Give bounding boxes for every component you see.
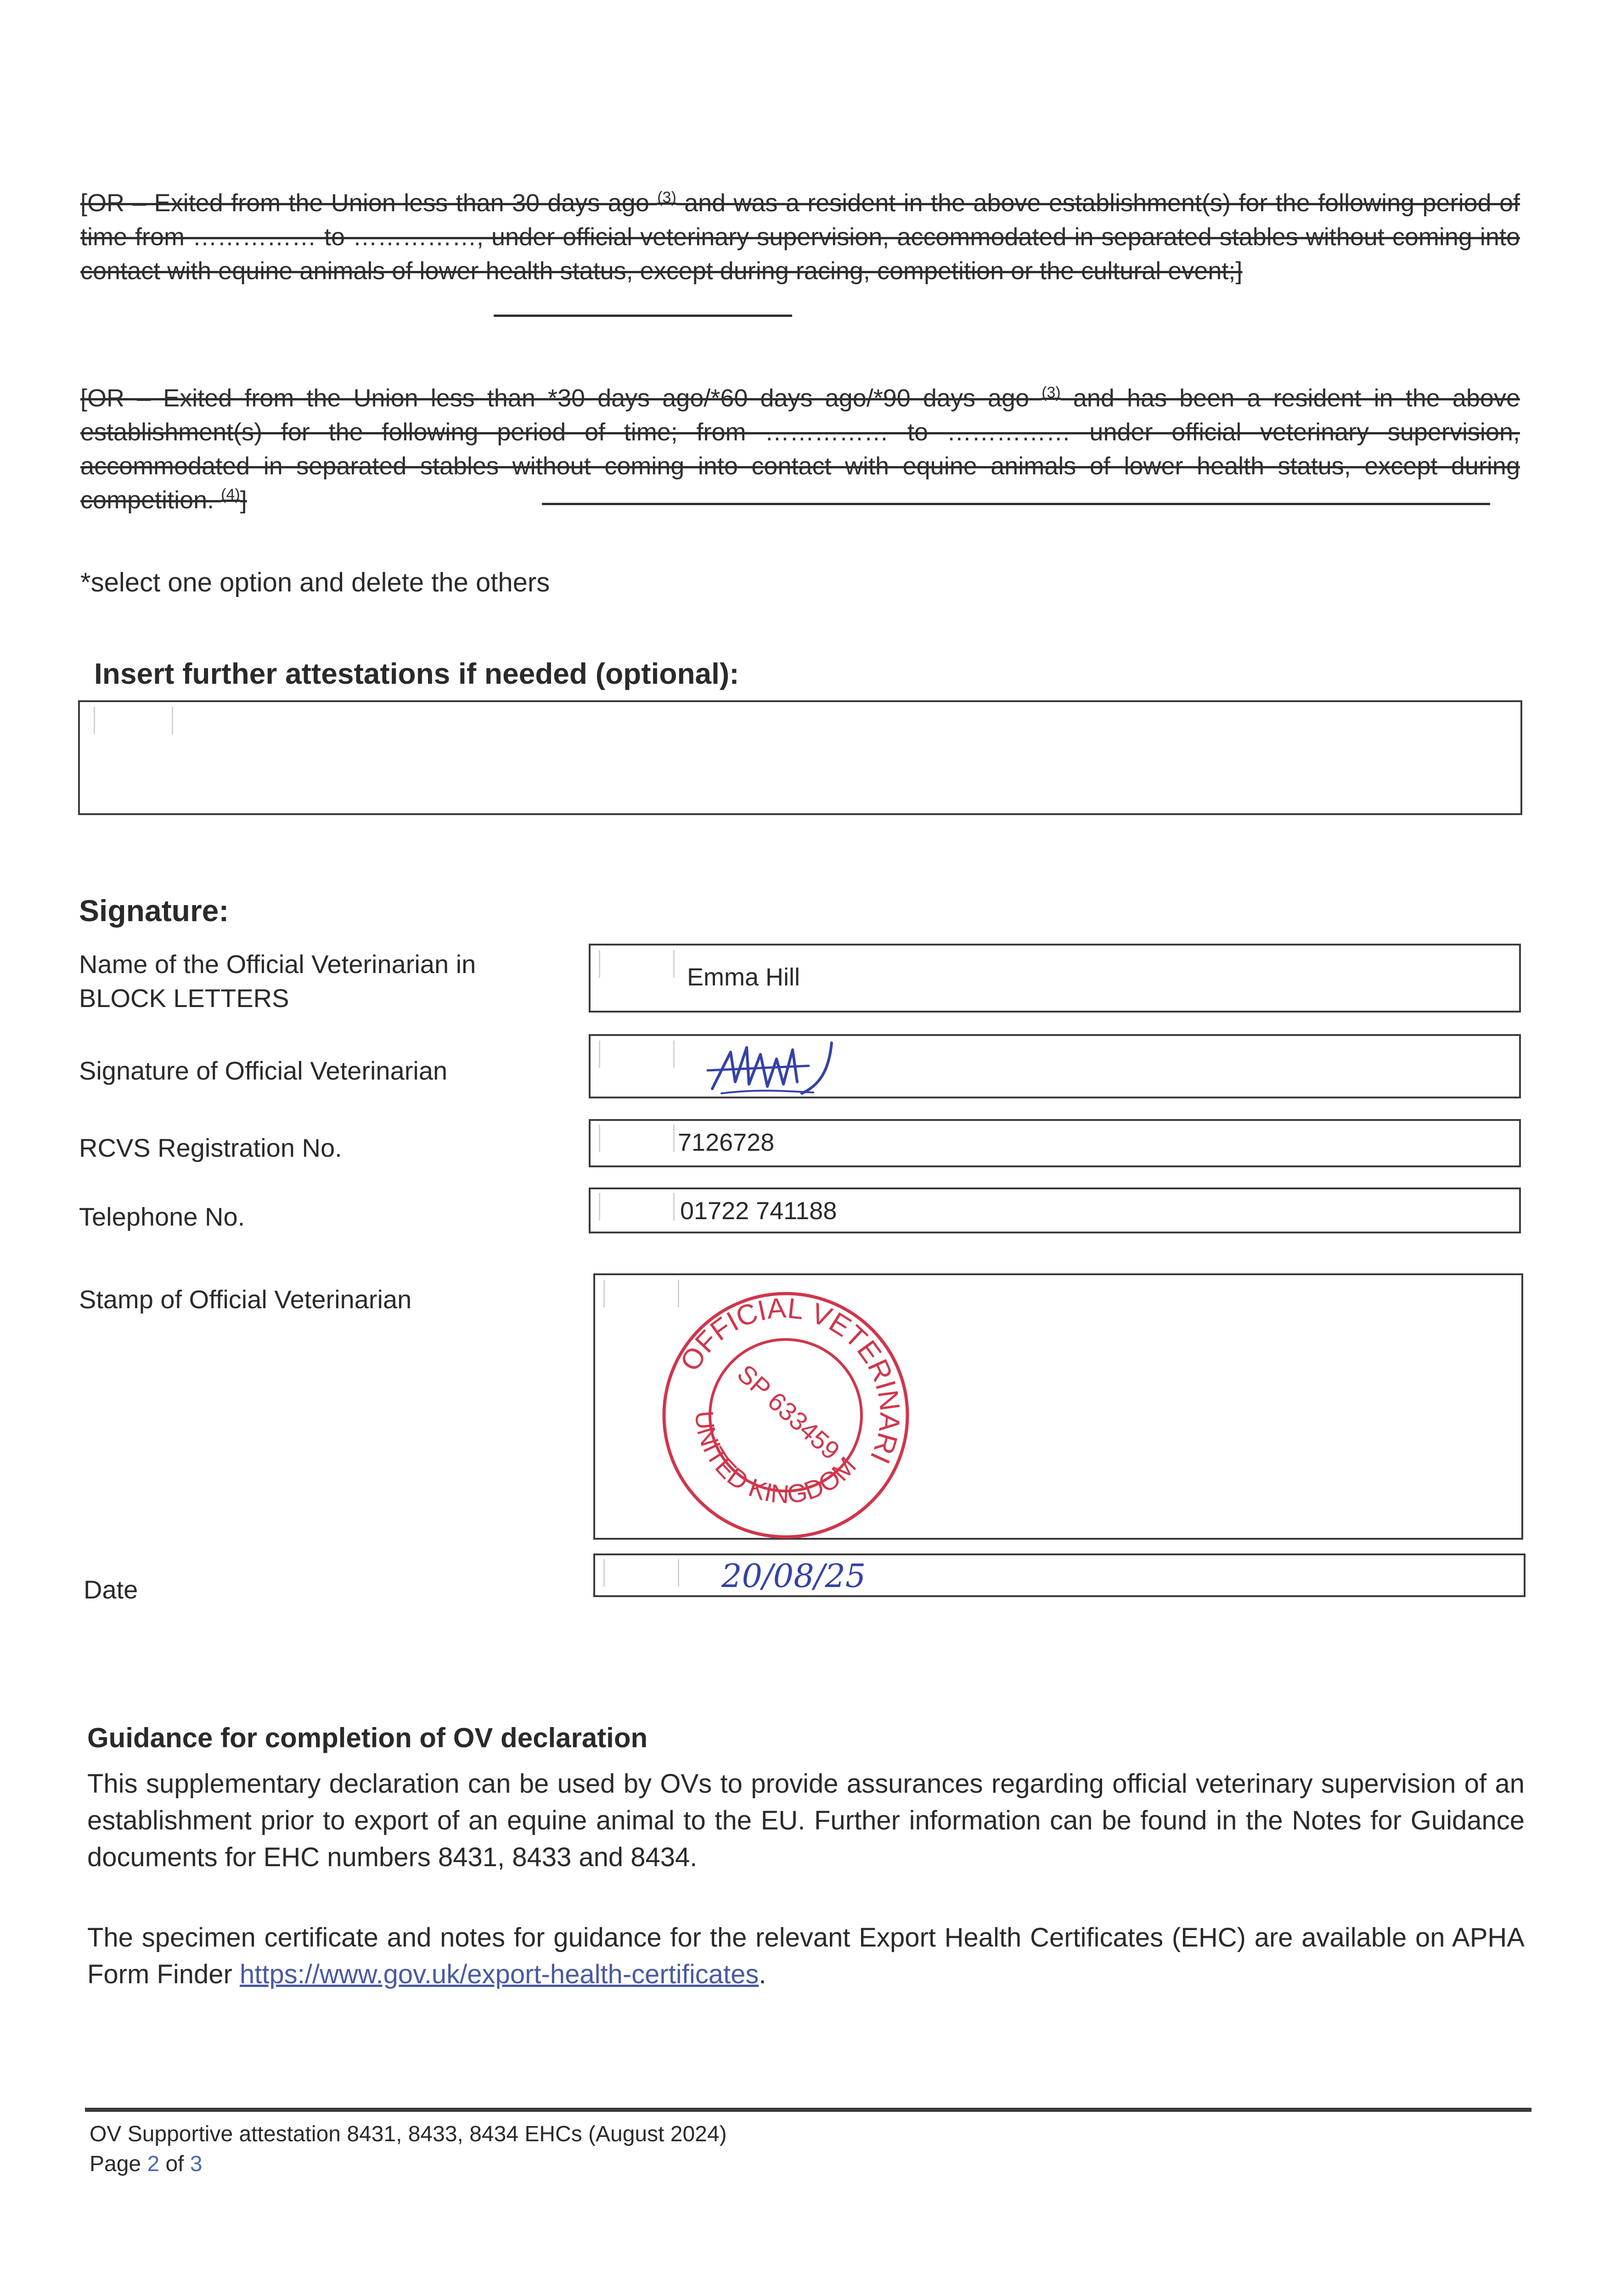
further-attestations-heading: Insert further attestations if needed (optional): — [94, 657, 739, 690]
telephone-field[interactable] — [589, 1187, 1521, 1233]
select-option-note: *select one option and delete the others — [80, 568, 550, 597]
rcvs-registration-value: 7126728 — [678, 1129, 775, 1156]
export-health-certificates-link[interactable]: https://www.gov.uk/export-health-certificates — [239, 1959, 759, 1989]
field-guide-mark — [599, 950, 600, 978]
stamp-center-text: SP 633459 — [732, 1359, 846, 1465]
clause-1-text-cont: and was a resident in the above establishment(s) for the following period of time from …………… to ……………, under official veterinary supervision, accommodated in separated stables without coming into contact with equine animals of lower health status, except during racing, competition or the cultural event;] — [80, 189, 1520, 285]
stamp-field[interactable] — [593, 1273, 1523, 1540]
of-word: of — [159, 2152, 190, 2176]
page-word: Page — [90, 2152, 147, 2176]
clause-2-footnote-ref-2: (4) — [221, 486, 240, 503]
field-guide-mark — [172, 707, 173, 734]
clause-1-strike-line — [494, 315, 792, 317]
field-guide-mark — [603, 1559, 605, 1587]
field-guide-mark — [94, 707, 95, 734]
clause-exited-30-days — [80, 186, 1520, 288]
field-guide-mark — [673, 1193, 675, 1221]
signature-heading: Signature: — [79, 894, 229, 928]
footer-divider — [85, 2108, 1531, 2112]
telephone-value: 01722 741188 — [680, 1197, 837, 1225]
clause-2-footnote-ref: (3) — [1041, 384, 1061, 401]
telephone-label: Telephone No. — [79, 1202, 245, 1231]
clause-2-strike-line — [542, 503, 1490, 505]
rcvs-registration-label: RCVS Registration No. — [79, 1133, 342, 1162]
further-attestations-field[interactable] — [78, 700, 1522, 815]
footer-document-title: OV Supportive attestation 8431, 8433, 8434 EHCs (August 2024) — [90, 2122, 727, 2146]
guidance-paragraph-2-end: . — [759, 1959, 766, 1989]
field-guide-mark — [673, 1041, 675, 1068]
field-guide-mark — [599, 1193, 600, 1221]
footer-page-number — [90, 2151, 203, 2177]
total-pages: 3 — [190, 2152, 203, 2176]
ov-signature-field[interactable] — [589, 1034, 1521, 1098]
guidance-paragraph-2 — [87, 1919, 1525, 1993]
guidance-paragraph-2-text: The specimen certificate and notes for guidance for the relevant Export Health Certificates (EHC) are available on APHA Form Finder — [87, 1923, 1525, 1989]
ov-name-value: Emma Hill — [687, 963, 800, 991]
field-guide-mark — [599, 1125, 600, 1152]
clause-2-text-cont: and has been a resident in the above establishment(s) for the following period of time; from …………… to …………… under official veterinary supervision, accommodated in separated stables without coming into contact with equine animals of lower health status, except during competition. — [80, 384, 1520, 514]
stamp-bottom-text: UNITED KINGDOM — [689, 1409, 862, 1509]
date-field[interactable] — [593, 1553, 1526, 1597]
field-guide-mark — [678, 1559, 679, 1587]
date-value: 20/08/25 — [721, 1557, 866, 1595]
ov-name-label: Name of the Official Veterinarian in BLOCK LETTERS — [79, 950, 476, 1013]
guidance-heading: Guidance for completion of OV declaration — [87, 1722, 648, 1753]
guidance-paragraph-1: This supplementary declaration can be used by OVs to provide assurances regarding official veterinary supervision of an establishment prior to export of an equine animal to the EU. Further information can be found in the Notes for Guidance documents for EHC numbers 8431, 8433 and 8434. — [87, 1769, 1525, 1872]
stamp-label: Stamp of Official Veterinarian — [79, 1285, 412, 1314]
clause-exited-30-60-90-days — [80, 381, 1520, 517]
date-label: Date — [84, 1575, 138, 1604]
stamp-ring-text: OFFICIAL VETERINARIAN — [674, 1292, 906, 1469]
clause-2-text-end: ] — [240, 486, 247, 514]
clause-1-footnote-ref: (3) — [657, 189, 676, 206]
field-guide-mark — [599, 1041, 600, 1068]
field-guide-mark — [603, 1280, 605, 1307]
rcvs-registration-field[interactable] — [589, 1119, 1521, 1167]
ov-signature-label: Signature of Official Veterinarian — [79, 1056, 448, 1085]
clause-1-text: [OR – Exited from the Union less than 30 days ago — [80, 189, 649, 217]
handwritten-signature-icon — [703, 1038, 868, 1103]
official-veterinarian-stamp-icon — [655, 1287, 917, 1544]
clause-2-text: [OR – Exited from the Union less than *30 days ago/*60 days ago/*90 days ago — [80, 384, 1030, 412]
ov-name-field[interactable] — [589, 944, 1521, 1013]
current-page: 2 — [147, 2152, 160, 2176]
field-guide-mark — [673, 1125, 675, 1152]
field-guide-mark — [673, 950, 675, 978]
